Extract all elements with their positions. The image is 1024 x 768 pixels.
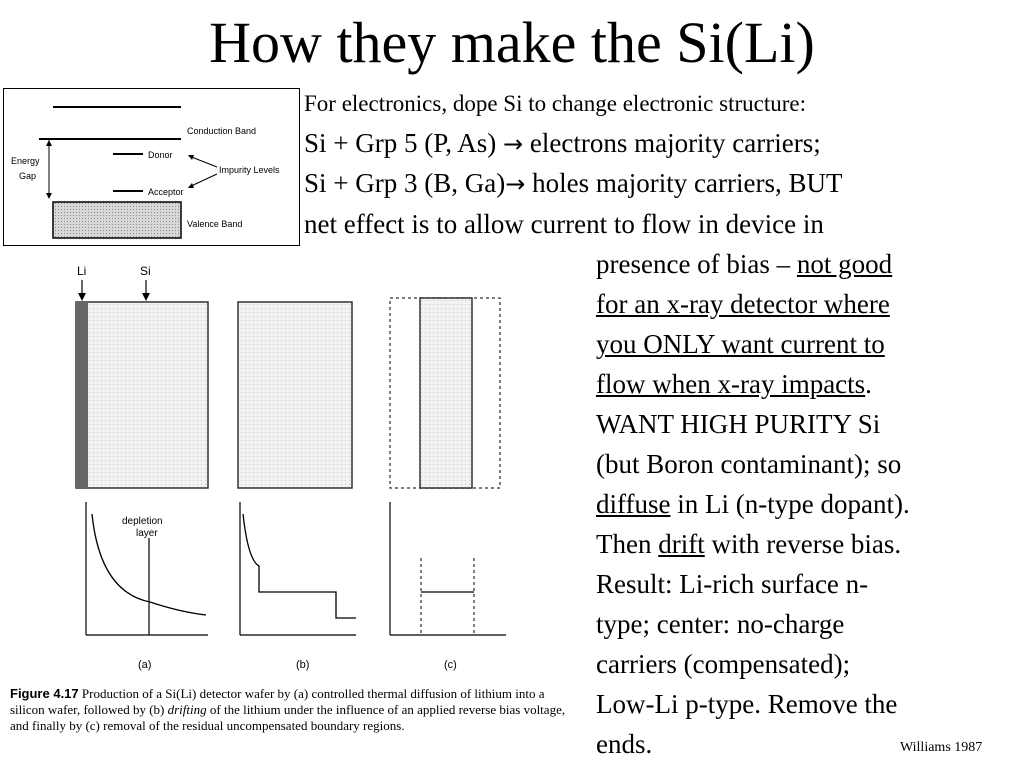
body-line-5: WANT HIGH PURITY Si <box>596 409 881 439</box>
body-line-3-underlined: you ONLY want current to <box>596 329 885 359</box>
si-arrow-icon <box>142 293 150 301</box>
wafer-c-core <box>420 298 472 488</box>
lithium-layer <box>76 302 88 488</box>
figure-caption <box>10 686 570 734</box>
body-line-9: Result: Li-rich surface n- <box>596 569 869 599</box>
body-line-6: (but Boron contaminant); so <box>596 449 902 479</box>
intro-line-4: net effect is to allow current to flow in device in <box>304 209 824 239</box>
panel-a-label: (a) <box>138 659 152 671</box>
intro-line-1: For electronics, dope Si to change electronic structure: <box>304 91 806 116</box>
valence-band-block <box>53 202 181 238</box>
valence-band-label: Valence Band <box>187 219 243 229</box>
wafer-b <box>238 302 352 488</box>
body-line-7-underlined: diffuse <box>596 489 671 519</box>
body-line-4-underlined: flow when x-ray impacts <box>596 369 866 399</box>
body-line-10: type; center: no-charge <box>596 609 845 639</box>
layer-label: layer <box>136 528 158 539</box>
body-line-1 <box>596 244 1006 284</box>
conduction-band-label: Conduction Band <box>187 126 257 136</box>
body-line-12: Low-Li p-type. Remove the <box>596 689 898 719</box>
impurity-levels-label: Impurity Levels <box>219 165 280 175</box>
gap-label: Gap <box>19 171 37 181</box>
intro-line-2 <box>304 123 821 164</box>
figure-caption-number: Figure 4.17 <box>10 686 79 701</box>
band-diagram <box>3 88 300 246</box>
body-line-1-start: presence of bias – <box>596 249 797 279</box>
energy-label: Energy <box>11 156 40 166</box>
body-text-column <box>596 244 1006 764</box>
body-line-1-underlined: not good <box>796 249 893 279</box>
donor-label: Donor <box>148 150 173 160</box>
body-line-2-underlined: for an x-ray detector where <box>596 289 890 319</box>
body-line-7 <box>596 484 1006 524</box>
body-line-7-end: in Li (n-type dopant). <box>670 489 910 519</box>
wafer-a <box>76 302 208 488</box>
figure-caption-emphasis: drifting <box>167 702 207 717</box>
body-line-13: ends. <box>596 729 653 759</box>
body-line-8 <box>596 524 1006 564</box>
panel-b-label: (b) <box>296 659 310 671</box>
body-line-3 <box>596 324 1006 364</box>
body-line-11: carriers (compensated); <box>596 649 851 679</box>
intro-line-2-start: Si + Grp 5 (P, As) <box>304 128 504 158</box>
drift-profile-line <box>243 514 356 618</box>
li-arrow-label: Li <box>77 264 87 278</box>
intro-line-3-end: holes majority carriers, BUT <box>525 168 843 198</box>
body-line-2 <box>596 284 1006 324</box>
figure-4-17 <box>60 262 580 682</box>
body-line-8-underlined: drift <box>658 529 705 559</box>
body-line-4 <box>596 364 1006 404</box>
panel-c-label: (c) <box>444 659 457 671</box>
figure-caption-text: Production of a Si(Li) detector wafer by (a) controlled thermal diffusion of lithium into a silicon wafer, followed by (b) <box>10 686 545 717</box>
right-arrow-icon: → <box>505 170 526 198</box>
body-line-8-start: Then <box>596 529 659 559</box>
acceptor-label: Acceptor <box>148 187 184 197</box>
intro-line-3 <box>304 163 843 204</box>
body-line-4-end: . <box>865 369 872 399</box>
depletion-label: depletion <box>122 516 163 527</box>
right-arrow-icon: → <box>503 130 524 158</box>
source-credit: Williams 1987 <box>900 740 983 755</box>
body-line-8-end: with reverse bias. <box>704 529 902 559</box>
li-arrow-icon <box>78 293 86 301</box>
intro-line-3-start: Si + Grp 3 (B, Ga) <box>304 168 506 198</box>
intro-line-2-end: electrons majority carriers; <box>523 128 821 158</box>
figure-caption-text-end: of the lithium under the influence of an applied reverse bias voltage, and finally by (c) removal of the residual uncompensated boundary regions. <box>10 702 566 733</box>
si-arrow-label: Si <box>140 264 151 278</box>
slide-title: How they make the Si(Li) <box>209 10 815 75</box>
